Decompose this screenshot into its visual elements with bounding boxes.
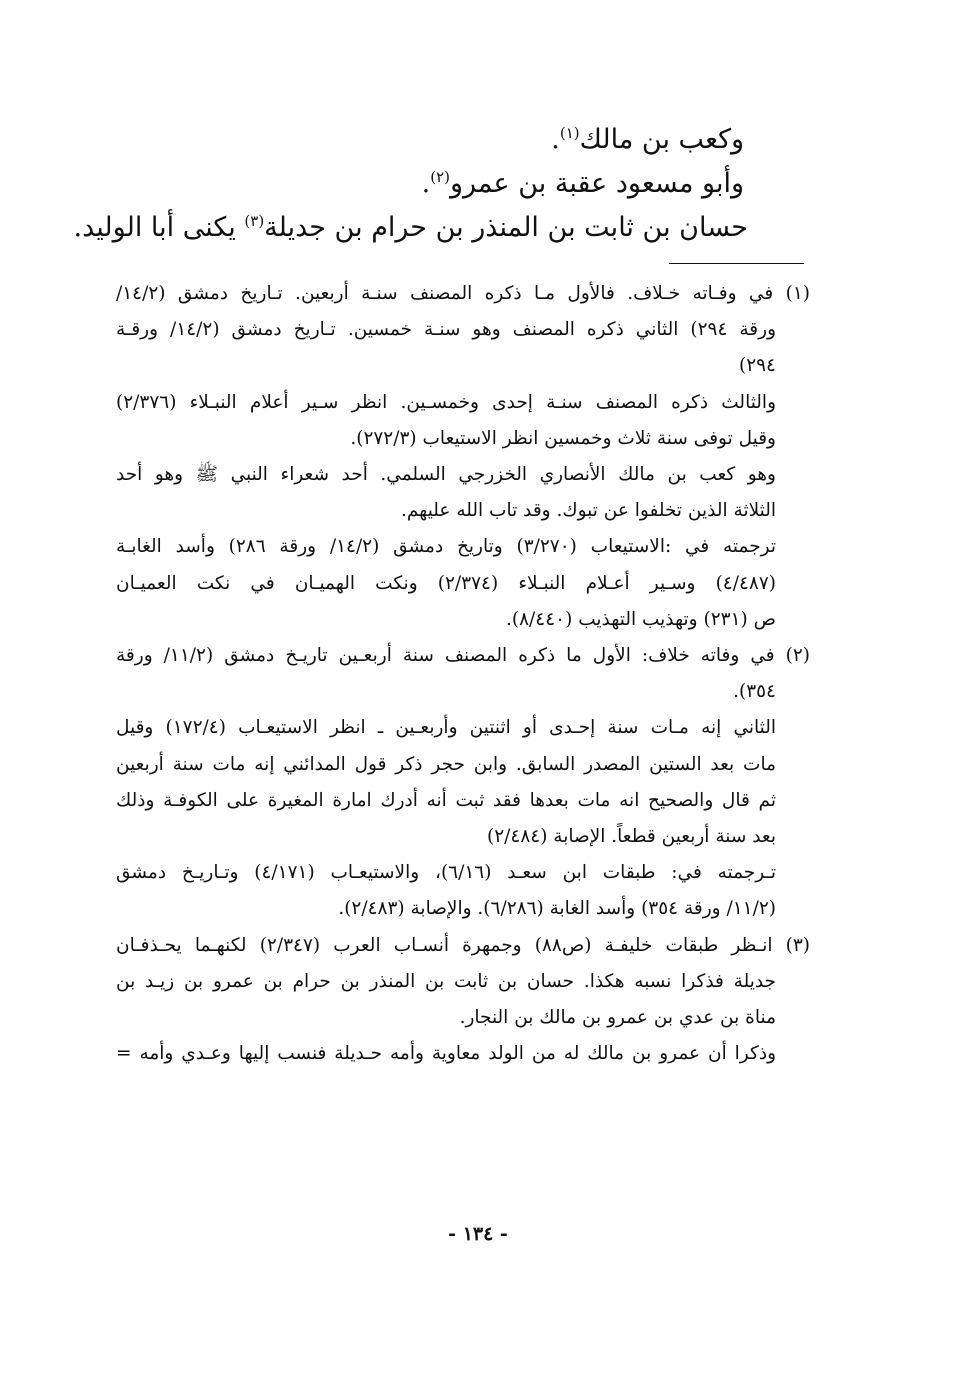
main-line-1 bbox=[104, 118, 744, 162]
footnote-line: ثم قال والصحيح انه مات بعدها فقد ثبت أنه أدرك امارة المغيرة على الكوفـة وذلك bbox=[116, 789, 776, 811]
main-line-text: وأبو مسعود عقبة بن عمرو bbox=[450, 168, 744, 199]
main-line-text: حسان بن ثابت بن المنذر بن حرام بن جديلة bbox=[264, 212, 748, 243]
main-line-tail: يكنى أبا الوليد. bbox=[73, 212, 245, 243]
footnote-line: ورقة ٢٩٤) الثاني ذكره المصنف وهو سنـة خمسين. تـاريخ دمشق (١٤/٢/ ورقـة bbox=[116, 319, 777, 341]
footnote-line: ترجمته في :الاستيعاب (٣/٢٧٠) وتاريخ دمشق (١٤/٢/ ورقة ٢٨٦) وأسد الغابـة bbox=[116, 536, 777, 558]
footnote-line: وذكرا أن عمرو بن مالك له من الولد معاوية وأمه حـديلة فنسب إليها وعـدي وأمه = bbox=[116, 1043, 776, 1065]
footnote-line: الثلاثة الذين تخلفوا عن تبوك. وقد تاب الله عليهم. bbox=[400, 500, 776, 522]
footnote-line: جديلة فذكرا نسبه هكذا. حسان بن ثابت بن المنذر بن حرام بن عمرو بن زيـد بن bbox=[116, 970, 776, 992]
footnote-line: (٢) في وفاته خلاف: الأول ما ذكره المصنف سنة أربعـين تاريـخ دمشق (١١/٢/ ورقة bbox=[116, 645, 810, 667]
page-number: - ١٣٤ - bbox=[448, 1223, 508, 1245]
footnote-ref: (١) bbox=[559, 124, 580, 142]
footnote-line: (١) في وفـاته خـلاف. فالأول مـا ذكره المصنف سنـة أربعين. تـاريخ دمشق (١٤/٢/ bbox=[116, 283, 810, 304]
footnote-line: مات بعد الستين المصدر السابق. وابن حجر ذكر قول المدائني إنه مات سنة أربعين bbox=[116, 753, 776, 775]
footnote-line: بعد سنة أربعين قطعاً. الإصابة (٢/٤٨٤) bbox=[487, 826, 776, 848]
footnote-line: ٢٩٤) bbox=[738, 355, 776, 377]
footnote-line: تـرجمته في: طبقات ابن سعـد (٦/١٦)، والاستيعـاب (٤/١٧١) وتـاريـخ دمشق bbox=[116, 862, 776, 884]
footnote-line: ٣٥٤). bbox=[733, 681, 776, 703]
footnote-line: ص (٢٣١) وتهذيب التهذيب (٨/٤٤٠). bbox=[506, 608, 776, 630]
footnote-line: الثاني إنه مـات سنة إحـدى أو اثنتين وأربعـين ـ انظر الاستيعـاب (١٧٢/٤) وقيل bbox=[116, 717, 777, 739]
footnote-line: وقيل توفى سنة ثلاث وخمسين انظر الاستيعاب (٢٧٢/٣). bbox=[350, 427, 776, 449]
main-line-3 bbox=[73, 206, 748, 250]
footnote-ref: (٢) bbox=[430, 168, 450, 186]
footnote-line: (١١/٢/ ورقة ٣٥٤) وأسد الغابة (٦/٢٨٦). والإصابة (٢/٤٨٣). bbox=[338, 898, 776, 920]
main-line-tail: . bbox=[421, 168, 431, 199]
footnote-line: والثالث ذكره المصنف سنـة إحدى وخمسـين. انظر سـير أعلام النبـلاء (٢/٣٧٦) bbox=[116, 391, 776, 413]
footnote-line: وهو كعب بن مالك الأنصاري الخزرجي السلمي. أحد شعراء النبي ﷺ وهو أحد bbox=[116, 464, 776, 486]
footnote-line: مناة بن عدي بن عمرو بن مالك بن النجار. bbox=[459, 1007, 776, 1029]
footnotes-block bbox=[116, 276, 810, 1072]
footnote-line: (٣) انـظر طبقات خليفـة (ص٨٨) وجمهرة أنسـاب العرب (٢/٣٤٧) لكنهـما يحـذفـان bbox=[116, 934, 810, 956]
footnote-line: (٤/٤٨٧) وسـير أعـلام النبـلاء (٢/٣٧٤) ونكت الهميـان في نكت العميـان bbox=[116, 572, 776, 594]
footnote-ref: (٣) bbox=[244, 212, 265, 230]
main-text-block bbox=[73, 118, 748, 250]
main-line-tail: . bbox=[551, 124, 560, 155]
main-line-2 bbox=[104, 162, 744, 206]
main-line-text: وكعب بن مالك bbox=[579, 124, 744, 155]
footnote-separator bbox=[669, 263, 804, 264]
